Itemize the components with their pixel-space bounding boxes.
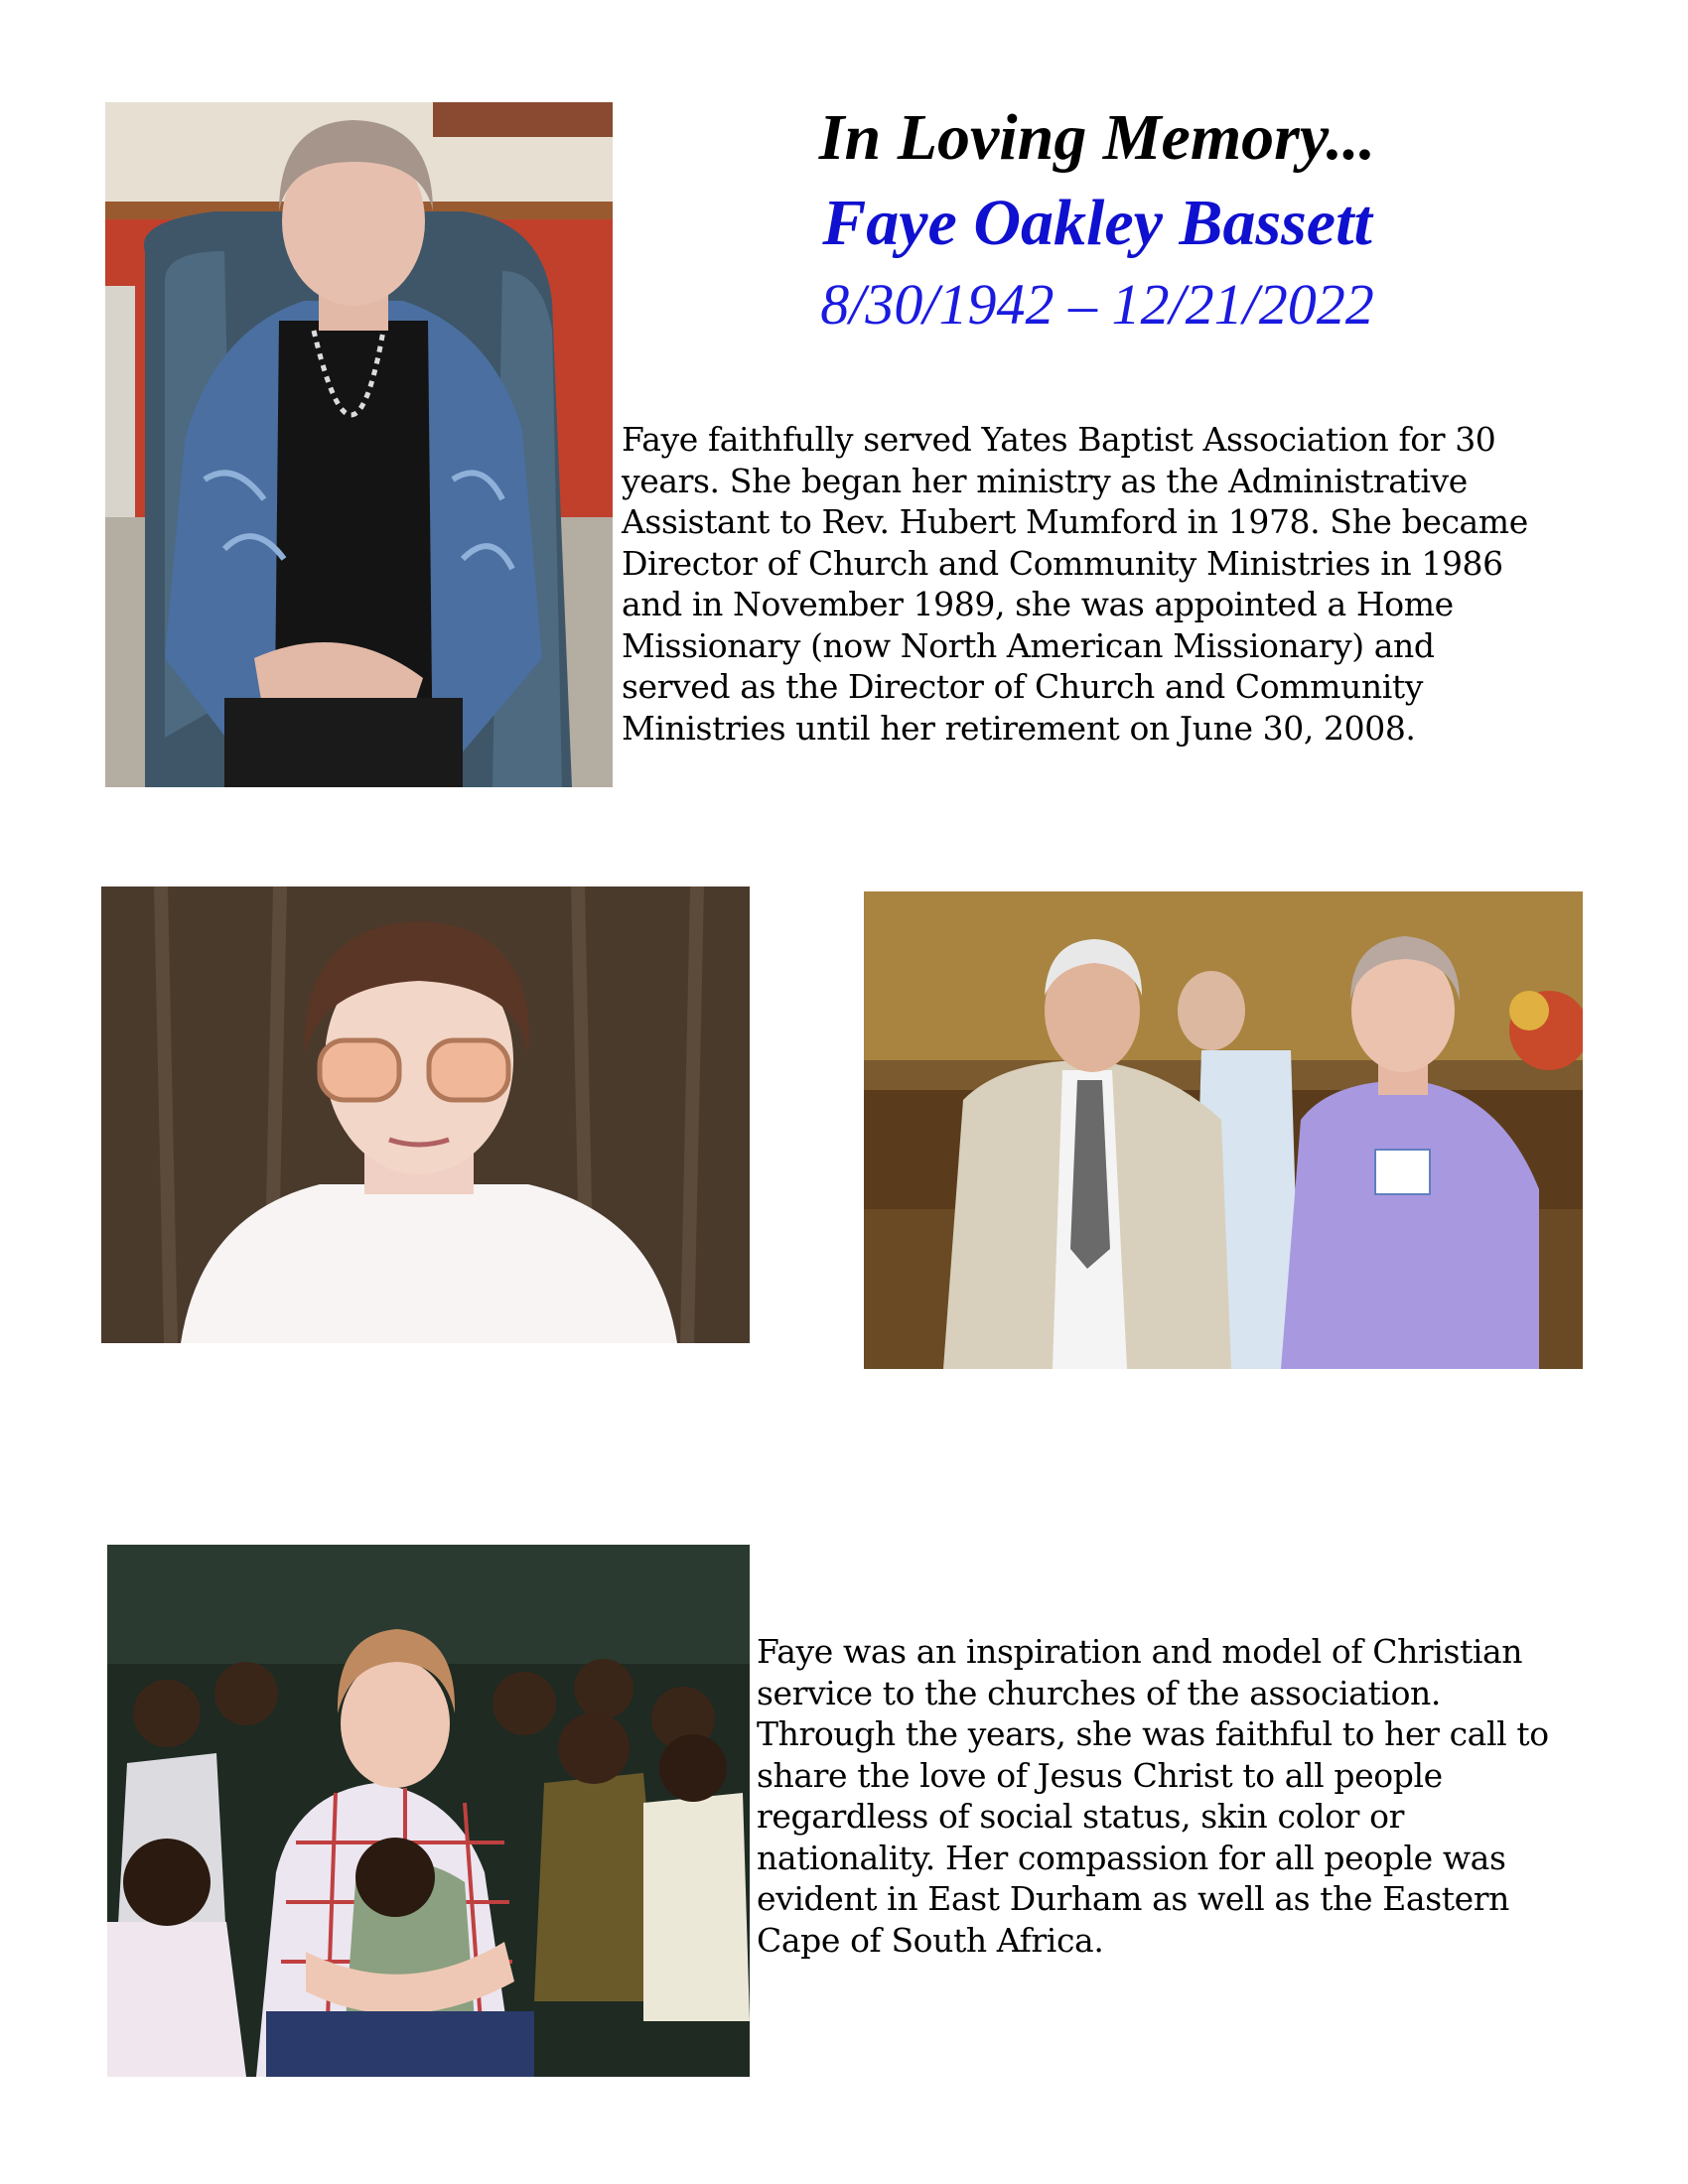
inspiration-paragraph: Faye was an inspiration and model of Christian service to the churches of the association. Through the years, she was faithful to her call to share the love of Jesus Christ to all people regardless of social status, skin color or nationality. Her compassion for all people was evident in East Durham as well as the Eastern Cape of South Africa. — [757, 1632, 1549, 1960]
memorial-title: In Loving Memory... — [818, 101, 1376, 174]
portrait-photo-armchair — [105, 102, 613, 787]
portrait-photo-glasses — [101, 887, 750, 1343]
service-paragraph: Faye faithfully served Yates Baptist Association for 30 years. She began her ministry as the Administrative Assistant to Rev. Hubert Mumford in 1978. She became Director of Church and Community Ministries in 1986 and in November 1989, she was appointed a Home Missionary (now North American Missionary) and served as the Director of Church and Community Ministries until her retirement on June 30, 2008. — [622, 420, 1528, 748]
couple-photo — [864, 891, 1583, 1369]
children-photo — [107, 1545, 750, 2077]
memorial-header — [695, 99, 1499, 340]
memorial-dates: 8/30/1942 – 12/21/2022 — [820, 272, 1374, 337]
memorial-name: Faye Oakley Bassett — [822, 187, 1372, 259]
